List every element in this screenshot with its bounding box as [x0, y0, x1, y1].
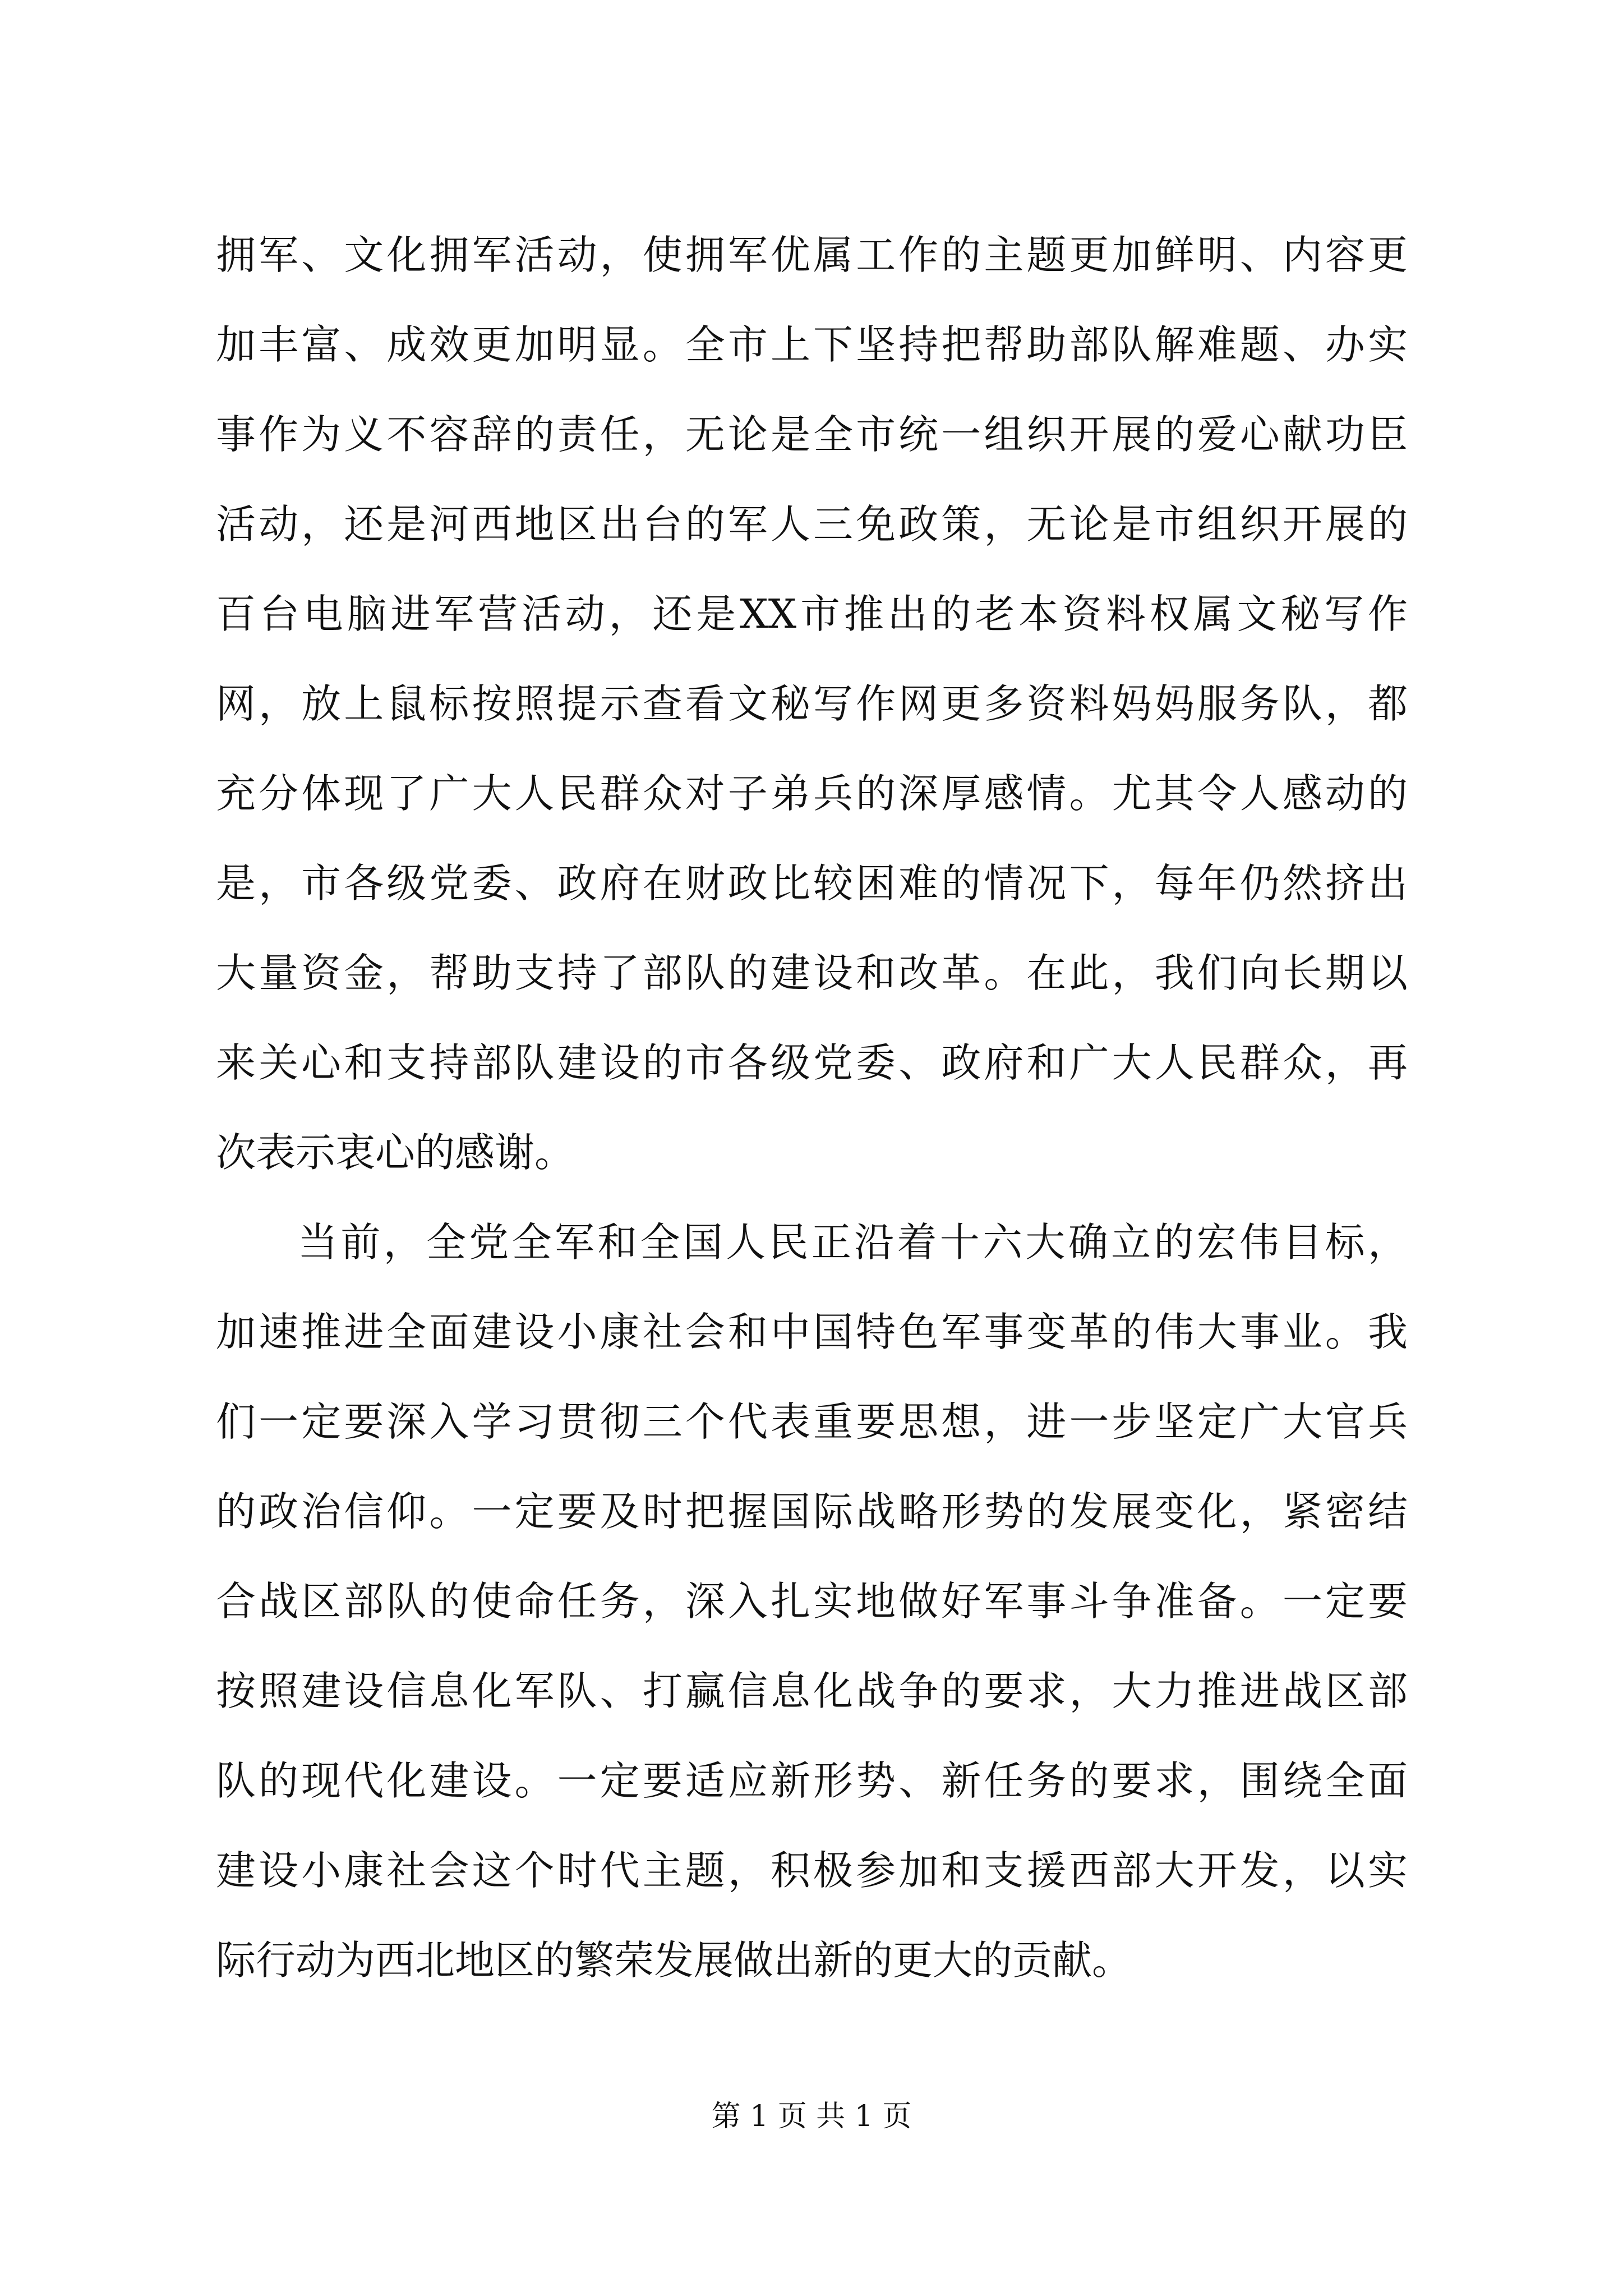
paragraph-1-line-11: 次表示衷心的感谢。: [216, 1129, 575, 1176]
paragraph-1-line-4: 活动，还是河西地区出台的军人三免政策，无论是市组织开展的: [216, 501, 1408, 547]
document-body: [216, 210, 1408, 2005]
page-footer: [0, 2097, 1623, 2136]
paragraph-2-line-9: 际行动为西北地区的繁荣发展做出新的更大的贡献。: [216, 1937, 1132, 1984]
paragraph-1-line-3: 事作为义不容辞的责任，无论是全市统一组织开展的爱心献功臣: [216, 411, 1408, 458]
paragraph-1-line-1: 拥军、文化拥军活动，使拥军优属工作的主题更加鲜明、内容更: [216, 232, 1408, 278]
paragraph-2-line-5: 合战区部队的使命任务，深入扎实地做好军事斗争准备。一定要: [216, 1578, 1408, 1625]
paragraph-2-line-7: 队的现代化建设。一定要适应新形势、新任务的要求，围绕全面: [216, 1757, 1408, 1804]
paragraph-1-line-2: 加丰富、成效更加明显。全市上下坚持把帮助部队解难题、办实: [216, 321, 1408, 368]
paragraph-1-line-10: 来关心和支持部队建设的市各级党委、政府和广大人民群众，再: [216, 1039, 1408, 1086]
paragraph-1-line-7: 充分体现了广大人民群众对子弟兵的深厚感情。尤其令人感动的: [216, 770, 1408, 817]
paragraph-2-line-8: 建设小康社会这个时代主题，积极参加和支援西部大开发，以实: [216, 1847, 1408, 1894]
page-number-label: 第 1 页 共 1 页: [711, 2100, 912, 2133]
paragraph-2-line-1: 当前，全党全军和全国人民正沿着十六大确立的宏伟目标，: [298, 1219, 1408, 1266]
paragraph-2-line-6: 按照建设信息化军队、打赢信息化战争的要求，大力推进战区部: [216, 1668, 1408, 1714]
paragraph-2-line-3: 们一定要深入学习贯彻三个代表重要思想，进一步坚定广大官兵: [216, 1398, 1408, 1445]
paragraph-2-line-4: 的政治信仰。一定要及时把握国际战略形势的发展变化，紧密结: [216, 1488, 1408, 1535]
paragraph-1-line-6: 网，放上鼠标按照提示查看文秘写作网更多资料妈妈服务队，都: [216, 680, 1408, 727]
paragraph-1-line-9: 大量资金，帮助支持了部队的建设和改革。在此，我们向长期以: [216, 950, 1408, 996]
paragraph-1-line-8: 是，市各级党委、政府在财政比较困难的情况下，每年仍然挤出: [216, 860, 1408, 907]
paragraph-1-line-5: 百台电脑进军营活动，还是XX市推出的老本资料权属文秘写作: [216, 591, 1408, 637]
paragraph-2-line-2: 加速推进全面建设小康社会和中国特色军事变革的伟大事业。我: [216, 1309, 1408, 1355]
